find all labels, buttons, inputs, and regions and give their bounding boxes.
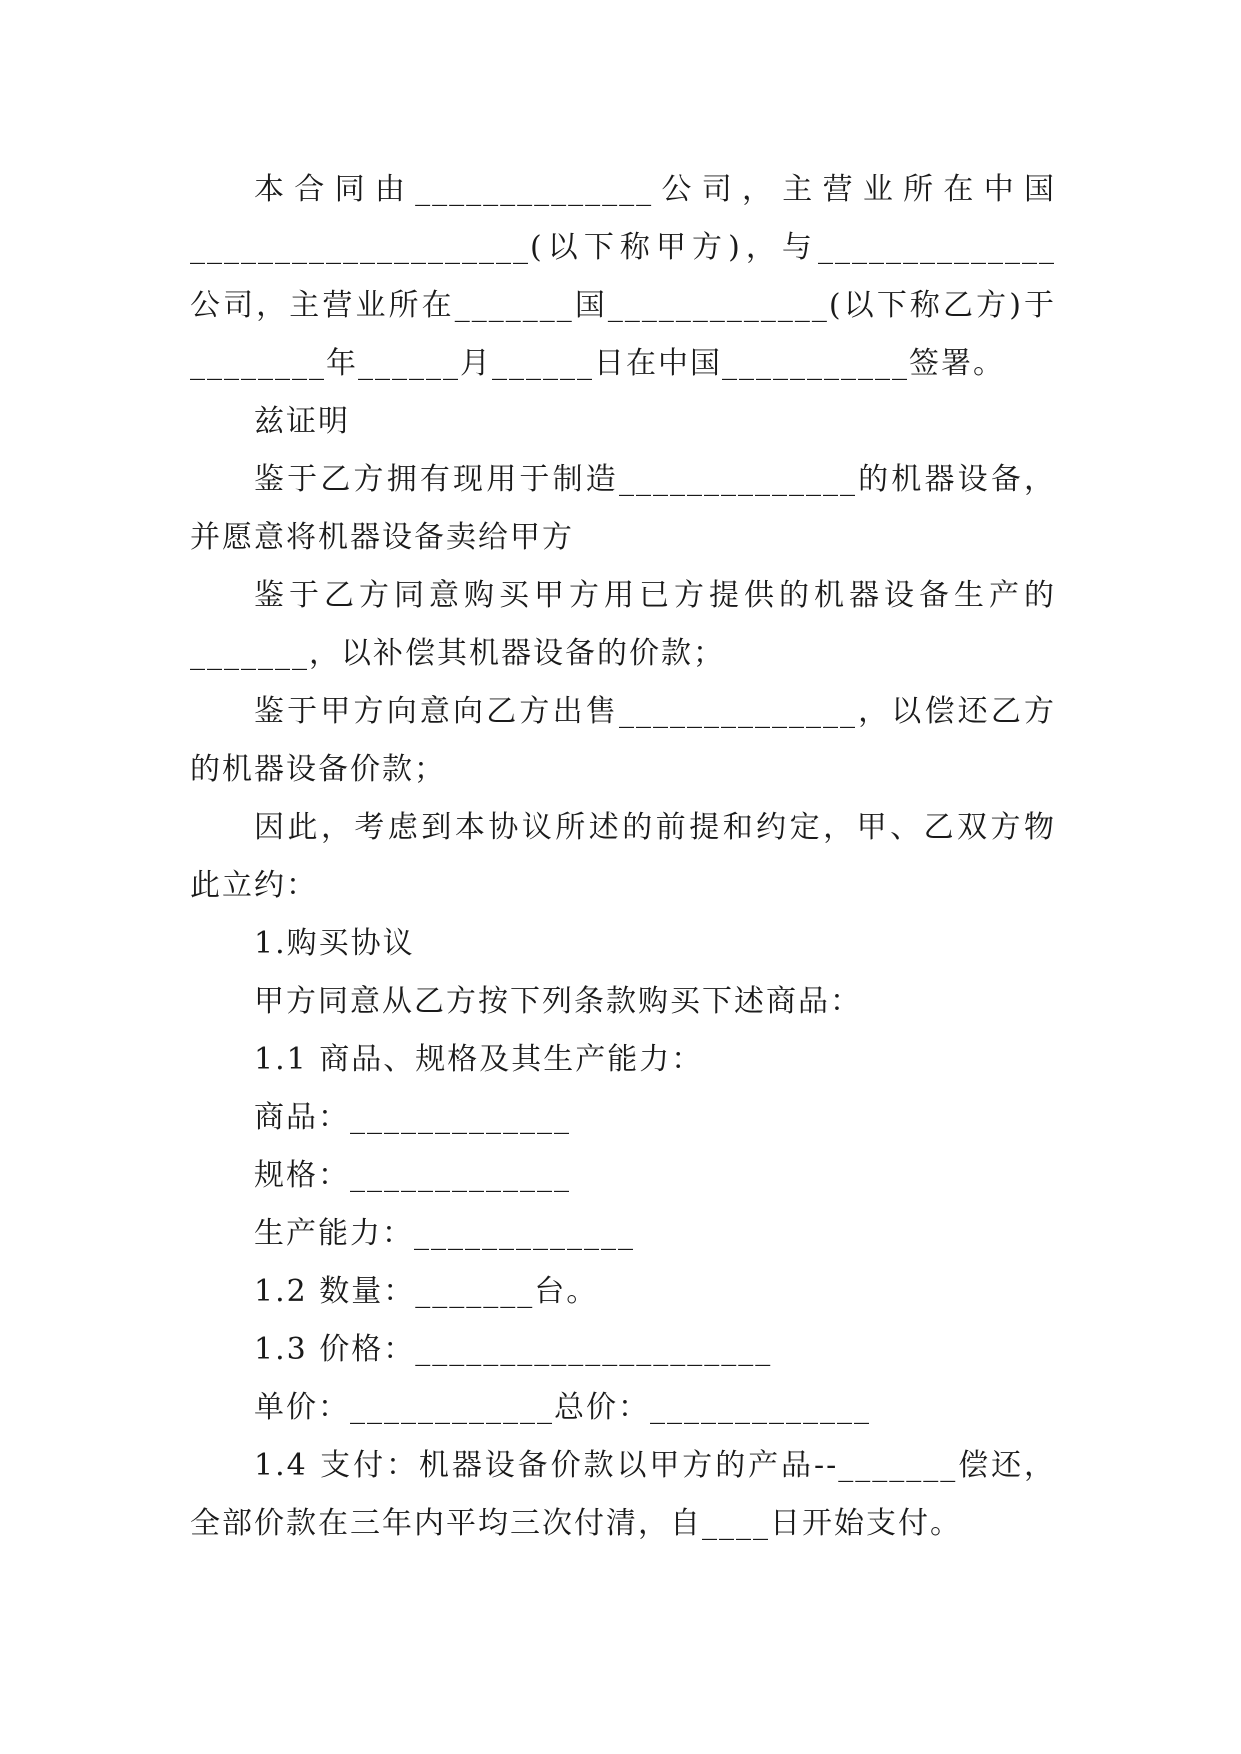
recital-3-line-2: 的机器设备价款； xyxy=(190,752,446,787)
recital-3-line-1: 鉴于甲方向意向乙方出售______________，以偿还乙方 xyxy=(254,694,1056,729)
clause-1-4-line-2: 全部价款在三年内平均三次付清，自____日开始支付。 xyxy=(190,1506,962,1541)
specification-field: 规格：_____________ xyxy=(254,1158,571,1193)
recital-2-line-1: 鉴于乙方同意购买甲方用已方提供的机器设备生产的 xyxy=(254,578,1056,613)
clause-1-1-heading: 1.1 商品、规格及其生产能力： xyxy=(254,1042,704,1077)
recital-2-line-2: _______，以补偿其机器设备的价款； xyxy=(190,636,725,671)
clause-1-4-line-1: 1.4 支付：机器设备价款以甲方的产品--_______偿还， xyxy=(254,1448,1056,1483)
unit-total-price: 单价：____________总价：_____________ xyxy=(254,1390,871,1425)
clause-1-3-price: 1.3 价格：_____________________ xyxy=(254,1332,773,1367)
clause-1-2-quantity: 1.2 数量：_______台。 xyxy=(254,1274,599,1309)
agreement-line-1: 因此，考虑到本协议所述的前提和约定，甲、乙双方物 xyxy=(254,810,1056,845)
capacity-field: 生产能力：_____________ xyxy=(254,1216,635,1251)
intro-line-1: 本合同由______________公司，主营业所在中国 xyxy=(254,172,1056,207)
intro-line-3: 公司，主营业所在_______国_____________(以下称乙方)于 xyxy=(190,288,1056,323)
recital-1-line-2: 并愿意将机器设备卖给甲方 xyxy=(190,520,574,555)
recital-1-line-1: 鉴于乙方拥有现用于制造______________的机器设备， xyxy=(254,462,1056,497)
intro-line-2: ____________________(以下称甲方)，与______________ xyxy=(190,230,1056,265)
intro-line-4: ________年______月______日在中国___________签署。 xyxy=(190,346,1005,381)
agreement-line-2: 此立约： xyxy=(190,868,318,903)
section-1-heading: 1.购买协议 xyxy=(254,926,415,961)
goods-field: 商品：_____________ xyxy=(254,1100,571,1135)
contract-body xyxy=(190,161,1056,1553)
witness-heading: 兹证明 xyxy=(254,404,350,439)
section-1-intro: 甲方同意从乙方按下列条款购买下述商品： xyxy=(254,984,862,1019)
